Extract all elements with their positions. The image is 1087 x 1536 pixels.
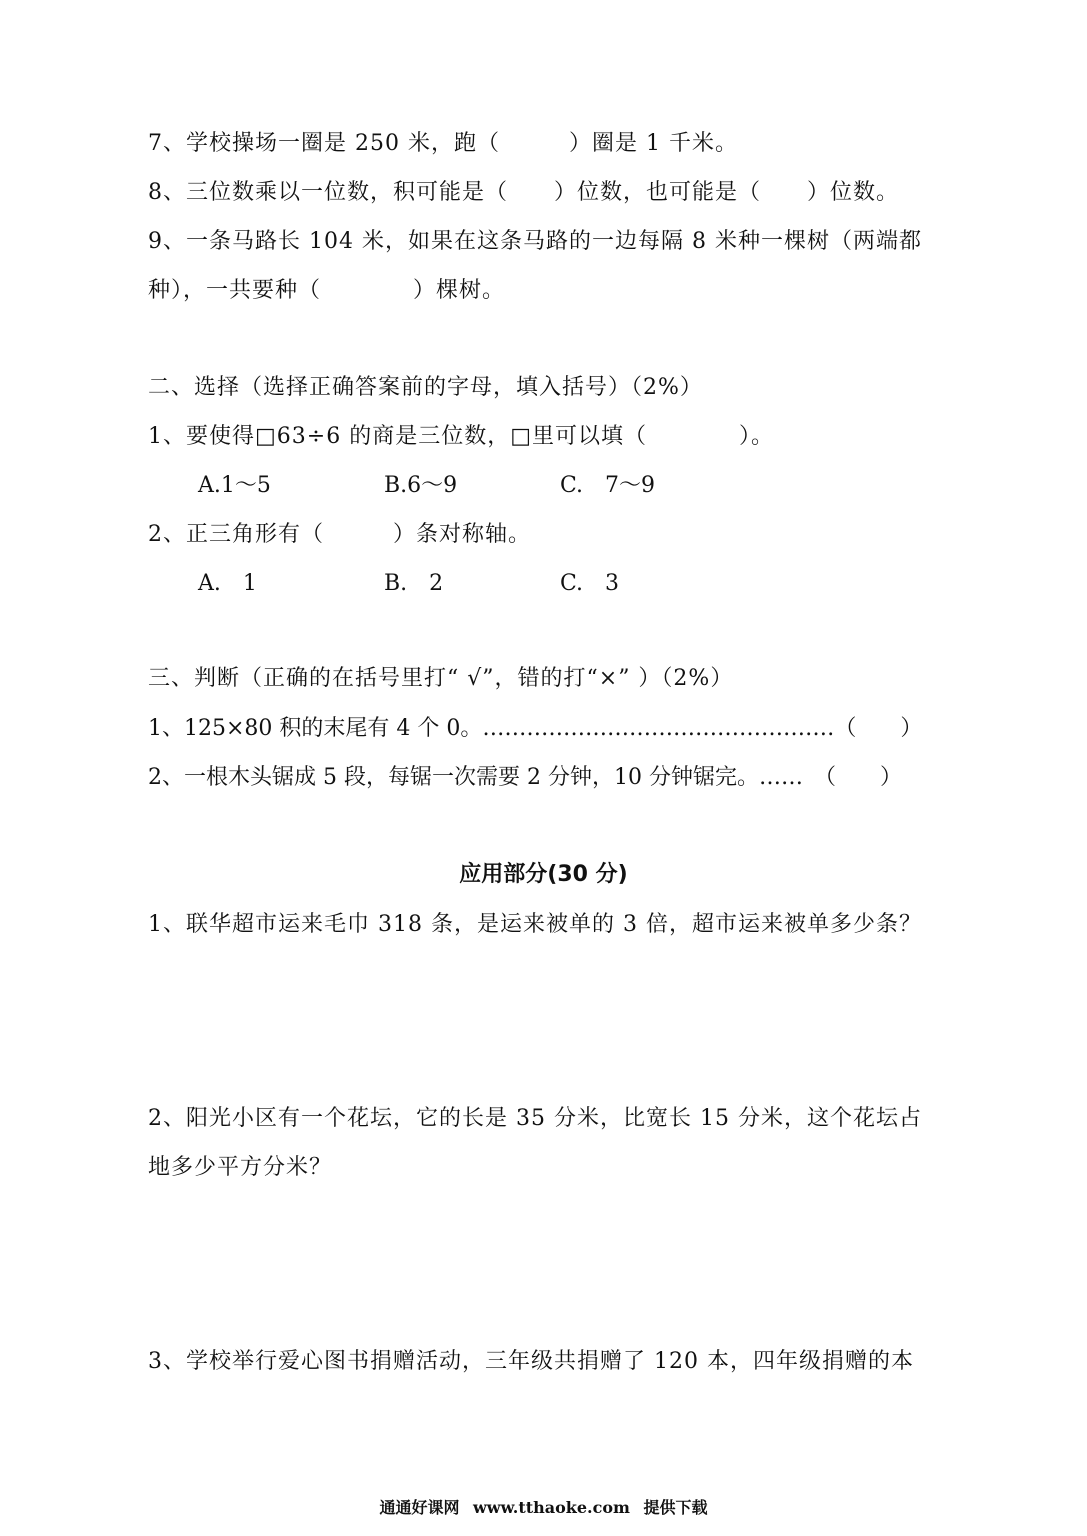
- application-problem-1: 1、联华超市运来毛巾 318 条，是运来被单的 3 倍，超市运来被单多少条？: [148, 912, 922, 937]
- choice-1-option-a: A.1～5: [198, 473, 271, 498]
- judge-item-2: 2、一根木头锯成 5 段，每锯一次需要 2 分钟，10 分钟锯完。…… （ ）: [148, 765, 902, 790]
- judge-item-1: 1、125×80 积的末尾有 4 个 0。…………………………………………（ ）: [148, 716, 923, 741]
- question-9-line-2: 种），一共要种（ ）棵树。: [148, 278, 506, 303]
- choice-question-1: 1、要使得□63÷6 的商是三位数，□里可以填（ ）。: [148, 424, 774, 449]
- choice-2-option-b: B. 2: [384, 571, 444, 596]
- footer-site-name: 通通好课网: [379, 1498, 460, 1517]
- choice-2-option-a: A. 1: [198, 571, 257, 596]
- question-8: 8、三位数乘以一位数，积可能是（ ）位数，也可能是（ ）位数。: [148, 180, 899, 205]
- choice-question-2: 2、正三角形有（ ）条对称轴。: [148, 522, 531, 547]
- choice-1-option-c: C. 7～9: [560, 473, 656, 498]
- footer-note: 提供下载: [643, 1498, 708, 1517]
- footer-url[interactable]: www.tthaoke.com: [473, 1498, 630, 1517]
- choice-1-option-b: B.6～9: [384, 473, 458, 498]
- application-heading: 应用部分(30 分): [459, 862, 628, 887]
- application-problem-2-line-1: 2、阳光小区有一个花坛，它的长是 35 分米，比宽长 15 分米，这个花坛占: [148, 1106, 922, 1131]
- choice-2-option-c: C. 3: [560, 571, 620, 596]
- application-problem-3: 3、学校举行爱心图书捐赠活动，三年级共捐赠了 120 本，四年级捐赠的本: [148, 1349, 914, 1374]
- question-7: 7、学校操场一圈是 250 米，跑（ ）圈是 1 千米。: [148, 131, 738, 156]
- choice-heading: 二、选择（选择正确答案前的字母，填入括号）（2%）: [148, 375, 703, 400]
- judge-heading: 三、判断（正确的在括号里打“ √”，错的打“×” ）（2%）: [148, 666, 734, 691]
- page-footer: [0, 1497, 1087, 1519]
- application-problem-2-line-2: 地多少平方分米？: [148, 1155, 333, 1180]
- question-9-line-1: 9、一条马路长 104 米，如果在这条马路的一边每隔 8 米种一棵树（两端都: [148, 229, 922, 254]
